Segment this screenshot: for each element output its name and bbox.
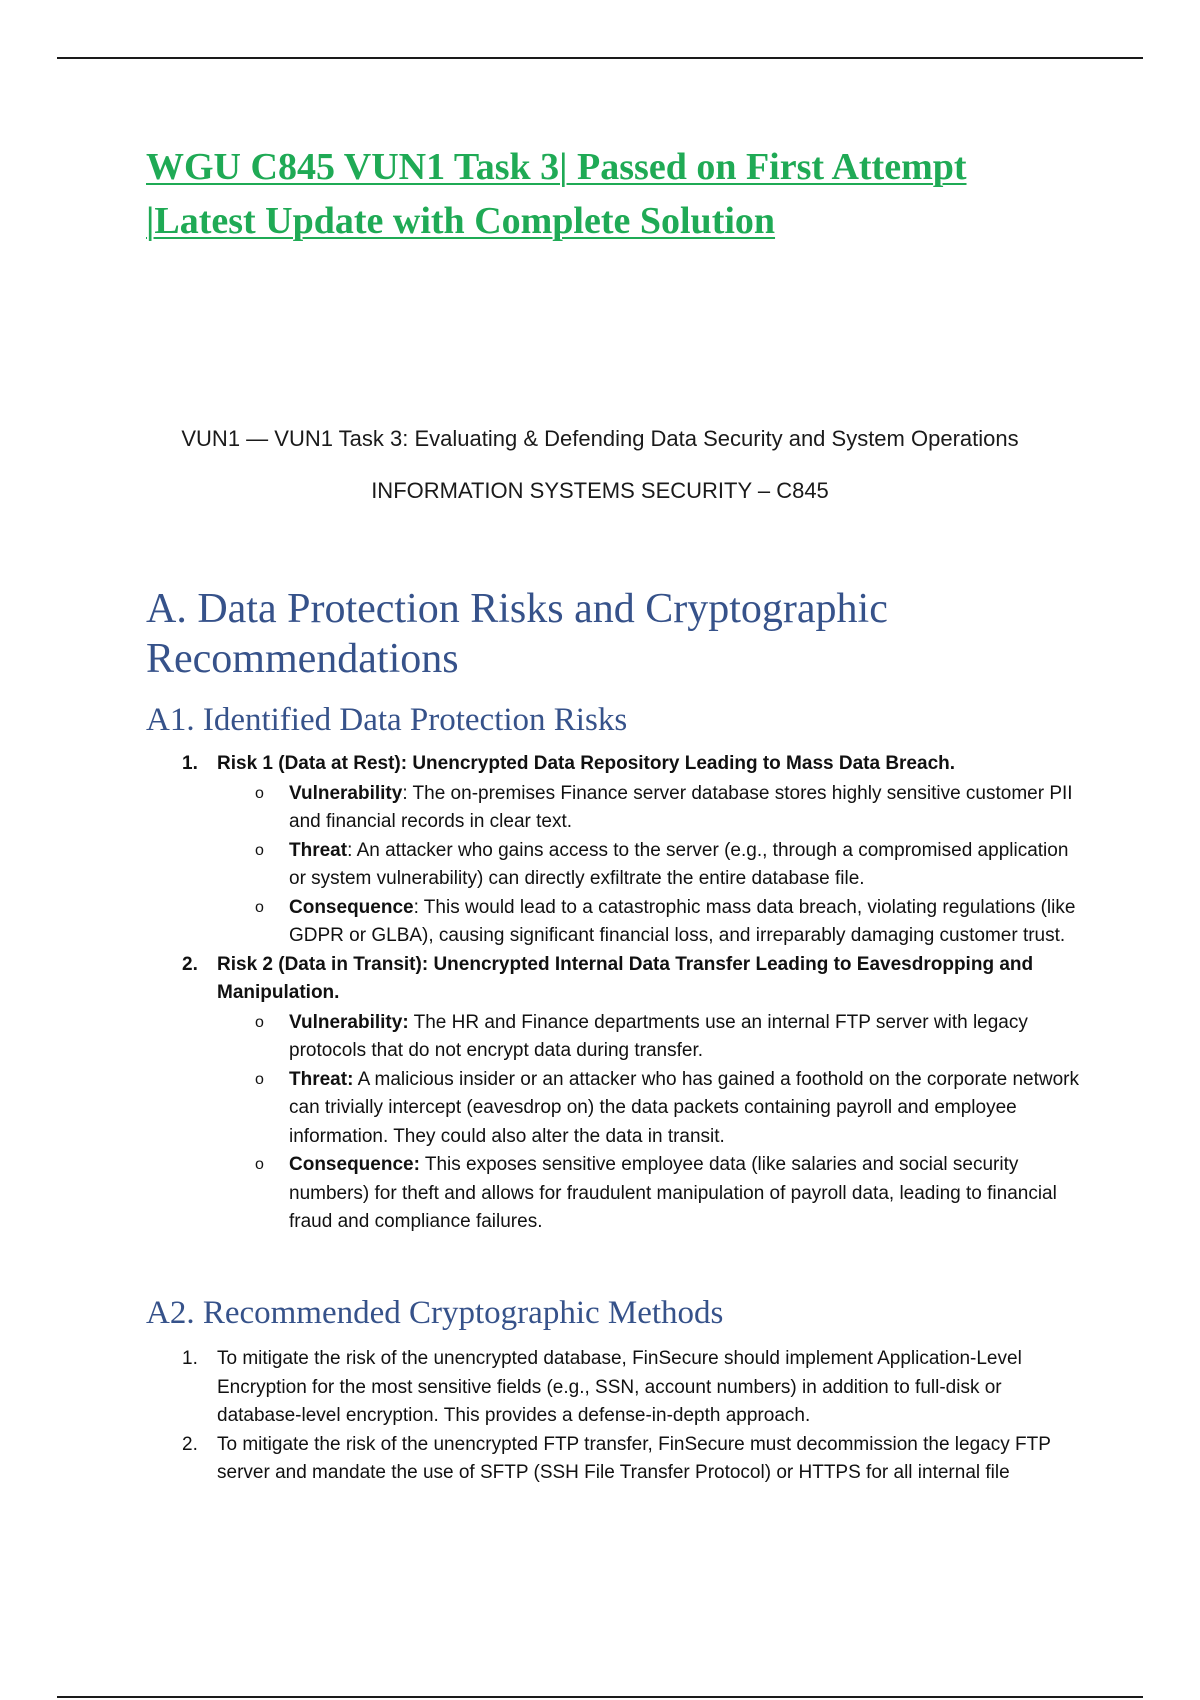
term-label: Consequence bbox=[289, 896, 414, 918]
risk-title: Risk 2 (Data in Transit): Unencrypted Internal Data Transfer Leading to Eavesdropping and Manipulation. bbox=[217, 953, 1034, 1003]
risk-detail-list bbox=[217, 780, 1086, 951]
list-number: 1. bbox=[182, 1348, 198, 1369]
term-text: A malicious insider or an attacker who has gained a foothold on the corporate network can trivially intercept (eavesdrop on) the data packets containing payroll and employee information. They could also alter the data in transit. bbox=[289, 1068, 1080, 1147]
term-text: : The on-premises Finance server database stores highly sensitive customer PII and financial records in clear text. bbox=[289, 782, 1073, 832]
circle-bullet-icon: o bbox=[255, 1156, 264, 1173]
term-label: Consequence: bbox=[289, 1154, 420, 1175]
risk-detail-list bbox=[217, 1009, 1086, 1237]
term-label: Threat: bbox=[289, 1068, 354, 1090]
course-name: INFORMATION SYSTEMS SECURITY – C845 bbox=[371, 478, 829, 503]
subtitle-block bbox=[0, 426, 1200, 504]
list-number: 1. bbox=[182, 753, 198, 774]
recommendation-text: To mitigate the risk of the unencrypted FTP transfer, FinSecure must decommission the legacy FTP server and mandate the use of SFTP (SSH File Transfer Protocol) or HTTPS for all internal file bbox=[217, 1433, 1051, 1483]
document-page bbox=[146, 140, 1086, 1483]
section-a1-heading: A1. Identified Data Protection Risks bbox=[146, 702, 628, 738]
list-item-risk-2 bbox=[146, 951, 1086, 1237]
term-text: This exposes sensitive employee data (like salaries and social security numbers) for theft and allows for fraudulent manipulation of payroll data, leading to financial fraud and compliance failures. bbox=[289, 1154, 1057, 1232]
list-item-consequence bbox=[217, 1151, 1086, 1237]
list-item-vulnerability bbox=[217, 1009, 1086, 1066]
term-text: The HR and Finance departments use an internal FTP server with legacy protocols that do not encrypt data during transfer. bbox=[289, 1011, 1028, 1061]
list-number: 2. bbox=[182, 953, 198, 975]
circle-bullet-icon: o bbox=[255, 1013, 264, 1031]
term-text: : An attacker who gains access to the server (e.g., through a compromised application or system vulnerability) can directly exfiltrate the entire database file. bbox=[289, 839, 1069, 889]
document-title-link[interactable]: WGU C845 VUN1 Task 3| Passed on First Attempt |Latest Update with Complete Solution bbox=[146, 146, 967, 242]
risk-list bbox=[146, 750, 1086, 1237]
circle-bullet-icon: o bbox=[255, 784, 264, 802]
list-item-threat bbox=[217, 837, 1086, 894]
list-item-consequence bbox=[217, 894, 1086, 951]
list-item-recommendation-2 bbox=[146, 1431, 1086, 1488]
circle-bullet-icon: o bbox=[255, 841, 264, 859]
section-a2-heading: A2. Recommended Cryptographic Methods bbox=[146, 1295, 724, 1331]
term-label: Vulnerability bbox=[289, 782, 403, 804]
list-item-risk-1 bbox=[146, 750, 1086, 951]
circle-bullet-icon: o bbox=[255, 898, 264, 916]
top-rule bbox=[57, 57, 1143, 59]
recommendation-list bbox=[146, 1345, 1086, 1488]
list-item-threat bbox=[217, 1066, 1086, 1152]
risk-title: Risk 1 (Data at Rest): Unencrypted Data Repository Leading to Mass Data Breach. bbox=[217, 753, 956, 774]
course-task-title: VUN1 — VUN1 Task 3: Evaluating & Defending Data Security and System Operations bbox=[181, 426, 1019, 451]
list-number: 2. bbox=[182, 1433, 198, 1455]
circle-bullet-icon: o bbox=[255, 1070, 264, 1088]
bottom-rule bbox=[57, 1696, 1143, 1698]
list-item-recommendation-1 bbox=[146, 1345, 1086, 1431]
section-a-heading: A. Data Protection Risks and Cryptographic Recommendations bbox=[146, 586, 888, 682]
recommendation-text: To mitigate the risk of the unencrypted database, FinSecure should implement Application-Level Encryption for the most sensitive fields (e.g., SSN, account numbers) in addition to full-disk or database-level encryption. This provides a defense-in-depth approach. bbox=[217, 1348, 1022, 1426]
term-label: Threat bbox=[289, 839, 348, 861]
list-item-vulnerability bbox=[217, 780, 1086, 837]
term-label: Vulnerability: bbox=[289, 1011, 409, 1033]
term-text: : This would lead to a catastrophic mass data breach, violating regulations (like GDPR or GLBA), causing significant financial loss, and irreparably damaging customer trust. bbox=[289, 896, 1076, 946]
